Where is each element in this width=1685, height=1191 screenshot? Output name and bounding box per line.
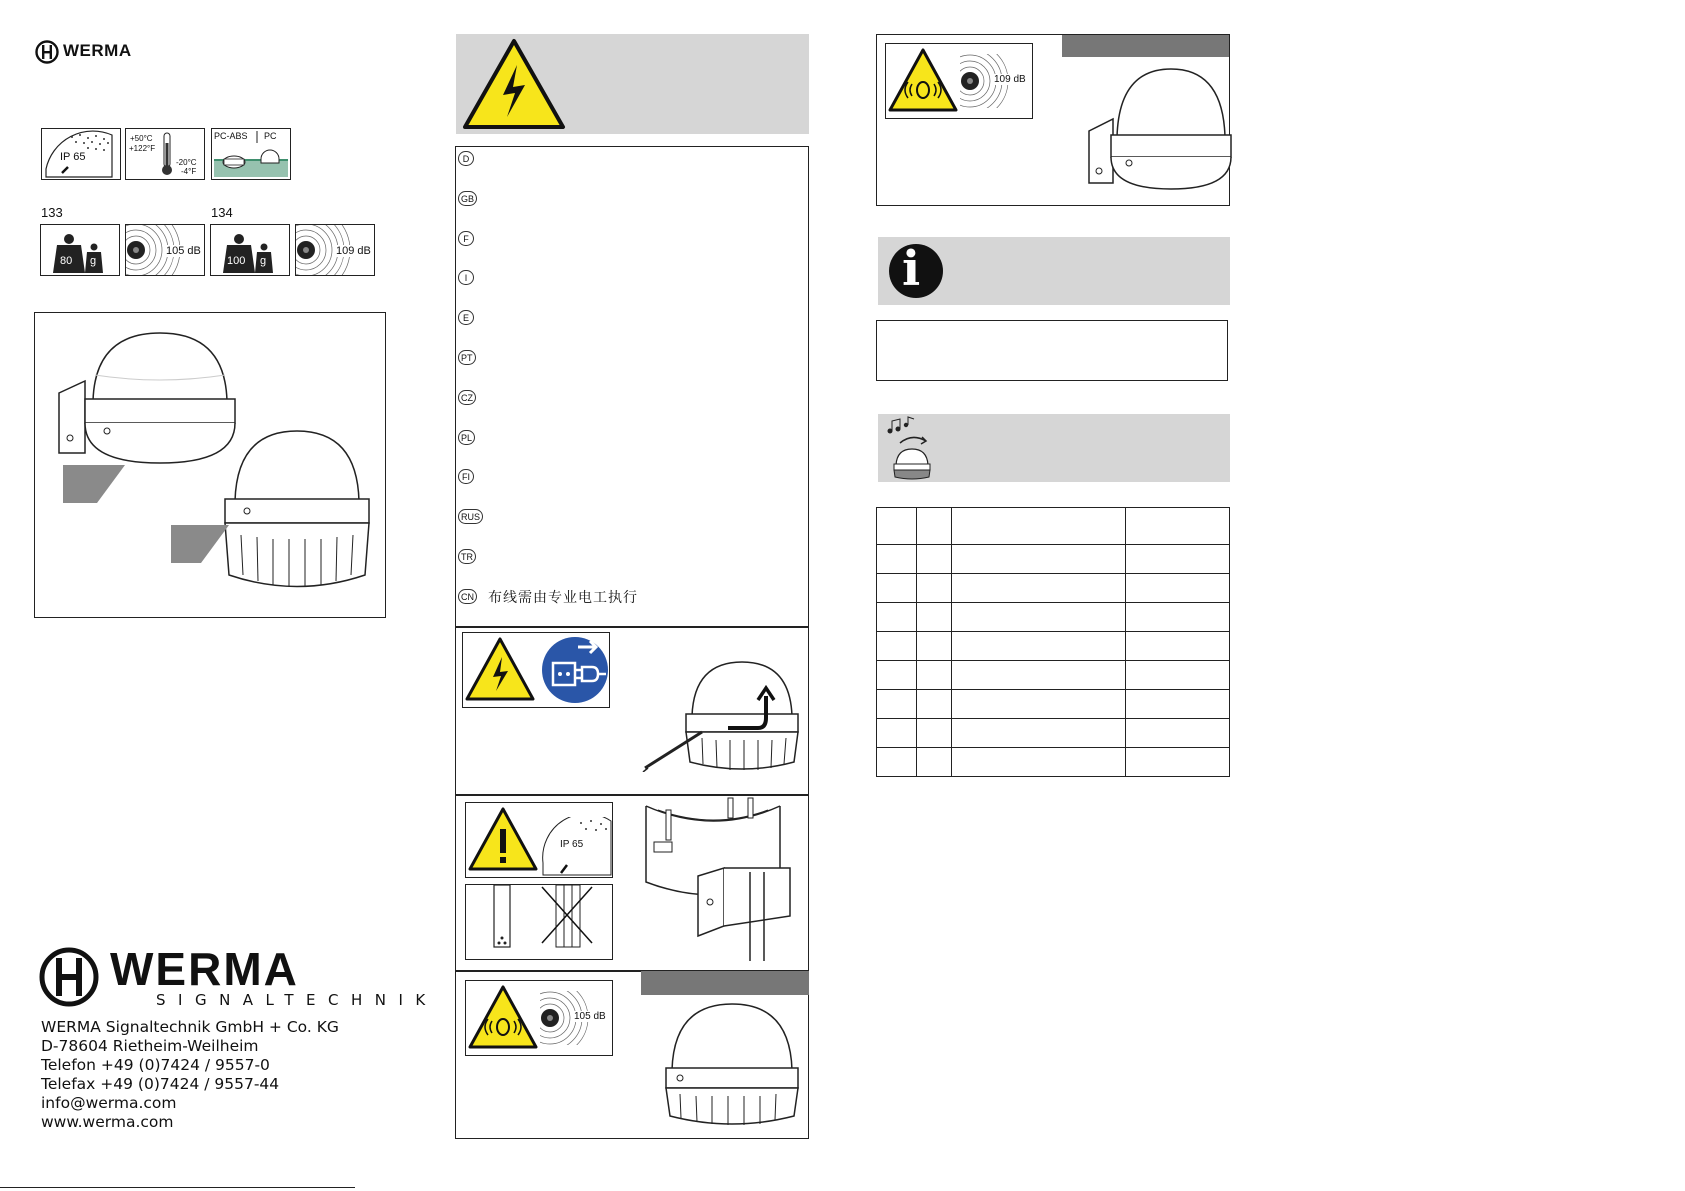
siren-products-drawing bbox=[35, 313, 385, 617]
table-cell bbox=[1126, 661, 1230, 690]
table-row bbox=[877, 748, 1230, 777]
table-cell bbox=[917, 574, 952, 603]
language-code-badge: E bbox=[458, 310, 474, 325]
disconnect-warning-icons bbox=[462, 632, 610, 708]
table-cell bbox=[917, 545, 952, 574]
language-code-badge: FI bbox=[458, 469, 474, 484]
table-cell bbox=[1126, 719, 1230, 748]
language-row-fi bbox=[458, 469, 798, 491]
table-row bbox=[877, 690, 1230, 719]
ip-warning-icons bbox=[465, 802, 613, 878]
language-row-cn bbox=[458, 589, 798, 611]
variant-model-133: 133 bbox=[41, 205, 63, 220]
disconnect-power-icon bbox=[540, 635, 610, 705]
weight-value-134: 100 bbox=[227, 255, 246, 267]
temp-high-f: +122°F bbox=[129, 144, 156, 153]
language-row-d bbox=[458, 151, 798, 173]
table-cell bbox=[877, 632, 917, 661]
step-ip-label: IP 65 bbox=[560, 839, 584, 850]
big-logo bbox=[38, 943, 438, 1009]
siren-base-drawing bbox=[660, 998, 800, 1128]
language-row-i bbox=[458, 270, 798, 292]
ip-rating-label: IP 65 bbox=[60, 151, 86, 163]
table-cell bbox=[1126, 748, 1230, 777]
language-code-badge: CZ bbox=[458, 390, 476, 405]
table-cell bbox=[917, 748, 952, 777]
small-logo bbox=[35, 40, 165, 64]
table-row bbox=[877, 719, 1230, 748]
language-code-badge: PT bbox=[458, 350, 476, 365]
big-logo-text: WERMA bbox=[110, 943, 299, 995]
weight-icon-134 bbox=[210, 224, 290, 276]
table-cell bbox=[917, 508, 952, 545]
table-cell bbox=[951, 545, 1126, 574]
sound-level-133: 105 dB bbox=[166, 245, 201, 257]
big-logo-tagline: SIGNALTECHNIK bbox=[156, 991, 438, 1009]
table-cell bbox=[917, 719, 952, 748]
table-cell bbox=[1126, 603, 1230, 632]
language-code-badge: D bbox=[458, 151, 474, 166]
thermometer-icon bbox=[160, 131, 174, 177]
contact-website[interactable]: www.werma.com bbox=[41, 1113, 174, 1131]
wall-mount-siren-drawing bbox=[1087, 61, 1237, 201]
contact-company: WERMA Signaltechnik GmbH + Co. KG bbox=[41, 1018, 339, 1036]
table-cell bbox=[951, 574, 1126, 603]
table-row bbox=[877, 574, 1230, 603]
table-cell bbox=[877, 661, 917, 690]
weight-unit-133: g bbox=[90, 255, 97, 267]
language-code-badge: TR bbox=[458, 549, 476, 564]
material-icon-box bbox=[211, 128, 291, 180]
table-cell bbox=[877, 545, 917, 574]
right-sound-label-109: 109 dB bbox=[994, 74, 1026, 85]
cable-type-icons bbox=[465, 884, 613, 960]
sound-icon-133 bbox=[125, 224, 205, 276]
lang-divider bbox=[455, 626, 809, 628]
table-cell bbox=[917, 603, 952, 632]
table-row bbox=[877, 661, 1230, 690]
contact-fax: Telefax +49 (0)7424 / 9557-44 bbox=[41, 1075, 280, 1093]
weight-icon bbox=[211, 225, 289, 275]
table-cell bbox=[951, 748, 1126, 777]
step3-header-bar bbox=[641, 971, 809, 995]
language-code-badge: F bbox=[458, 231, 474, 246]
table-row bbox=[877, 632, 1230, 661]
noise-warning-icon bbox=[466, 981, 540, 1055]
table-cell bbox=[951, 632, 1126, 661]
material-dome-label: PC bbox=[264, 131, 277, 141]
material-parts-icon bbox=[212, 129, 290, 179]
variant-model-134: 134 bbox=[211, 205, 233, 220]
table-cell bbox=[917, 632, 952, 661]
language-row-pl bbox=[458, 430, 798, 452]
table-row bbox=[877, 508, 1230, 545]
table-cell bbox=[917, 690, 952, 719]
electric-warning-banner bbox=[456, 34, 809, 134]
small-logo-text: WERMA bbox=[63, 41, 132, 60]
noise-warning-icons-109 bbox=[885, 43, 1033, 119]
ip-rating-icon-box bbox=[41, 128, 121, 180]
weight-value-133: 80 bbox=[60, 255, 73, 267]
sound-selector-icon bbox=[886, 415, 936, 481]
temperature-icon-box bbox=[125, 128, 205, 180]
table-cell bbox=[877, 690, 917, 719]
language-row-tr bbox=[458, 549, 798, 571]
high-voltage-warning-icon bbox=[463, 633, 537, 707]
contact-phone: Telefon +49 (0)7424 / 9557-0 bbox=[41, 1056, 270, 1074]
language-row-rus bbox=[458, 509, 798, 531]
table-cell bbox=[1126, 574, 1230, 603]
open-housing-drawing bbox=[640, 652, 800, 772]
language-code-badge: GB bbox=[458, 191, 477, 206]
table-row bbox=[877, 545, 1230, 574]
noise-warning-panel-109 bbox=[876, 34, 1230, 206]
table-cell bbox=[877, 748, 917, 777]
step-sound-label-105: 105 dB bbox=[574, 1011, 606, 1022]
werma-emblem-icon bbox=[35, 40, 59, 64]
table-cell bbox=[1126, 632, 1230, 661]
weight-unit-134: g bbox=[260, 255, 267, 267]
signal-table bbox=[876, 507, 1230, 777]
language-code-badge: I bbox=[458, 270, 474, 285]
contact-email[interactable]: info@werma.com bbox=[41, 1094, 177, 1112]
table-cell bbox=[877, 508, 917, 545]
product-illustration bbox=[34, 312, 386, 618]
sound-icon-134 bbox=[295, 224, 375, 276]
language-code-badge: RUS bbox=[458, 509, 483, 524]
table-cell bbox=[917, 661, 952, 690]
temp-low-f: -4°F bbox=[181, 167, 197, 176]
noise-warning-icon bbox=[886, 44, 960, 118]
weight-icon-133 bbox=[40, 224, 120, 276]
bottom-rule bbox=[0, 1187, 355, 1188]
language-row-pt bbox=[458, 350, 798, 372]
info-note-box bbox=[876, 320, 1228, 381]
temp-high-c: +50°C bbox=[130, 134, 153, 143]
language-row-gb bbox=[458, 191, 798, 213]
temp-low-c: -20°C bbox=[176, 158, 197, 167]
wall-mount-cable-drawing bbox=[640, 796, 810, 966]
table-cell bbox=[951, 603, 1126, 632]
language-code-badge: PL bbox=[458, 430, 475, 445]
table-cell bbox=[1126, 690, 1230, 719]
table-cell bbox=[877, 574, 917, 603]
table-cell bbox=[877, 719, 917, 748]
cable-types-icon bbox=[466, 885, 612, 959]
table-cell bbox=[1126, 508, 1230, 545]
language-instruction-text: 布线需由专业电工执行 bbox=[488, 589, 638, 606]
language-row-e bbox=[458, 310, 798, 332]
table-cell bbox=[951, 661, 1126, 690]
werma-emblem-icon bbox=[38, 946, 100, 1008]
panel-header-bar bbox=[1062, 35, 1229, 57]
sound-level-134: 109 dB bbox=[336, 245, 371, 257]
language-code-badge: CN bbox=[458, 589, 477, 604]
noise-warning-icons-105 bbox=[465, 980, 613, 1056]
sound-adjust-banner bbox=[878, 414, 1230, 482]
table-cell bbox=[951, 508, 1126, 545]
table-cell bbox=[951, 690, 1126, 719]
contact-address: D-78604 Rietheim-Weilheim bbox=[41, 1037, 259, 1055]
language-row-cz bbox=[458, 390, 798, 412]
material-housing-label: PC-ABS bbox=[214, 131, 248, 141]
info-banner bbox=[878, 237, 1230, 305]
caution-warning-icon bbox=[466, 803, 540, 877]
weight-icon bbox=[41, 225, 119, 275]
info-icon-letter: i bbox=[902, 241, 921, 297]
language-row-f bbox=[458, 231, 798, 253]
table-cell bbox=[877, 603, 917, 632]
table-row bbox=[877, 603, 1230, 632]
table-cell bbox=[1126, 545, 1230, 574]
table-cell bbox=[951, 719, 1126, 748]
contact-block bbox=[41, 1018, 381, 1132]
high-voltage-warning-icon bbox=[461, 37, 567, 131]
